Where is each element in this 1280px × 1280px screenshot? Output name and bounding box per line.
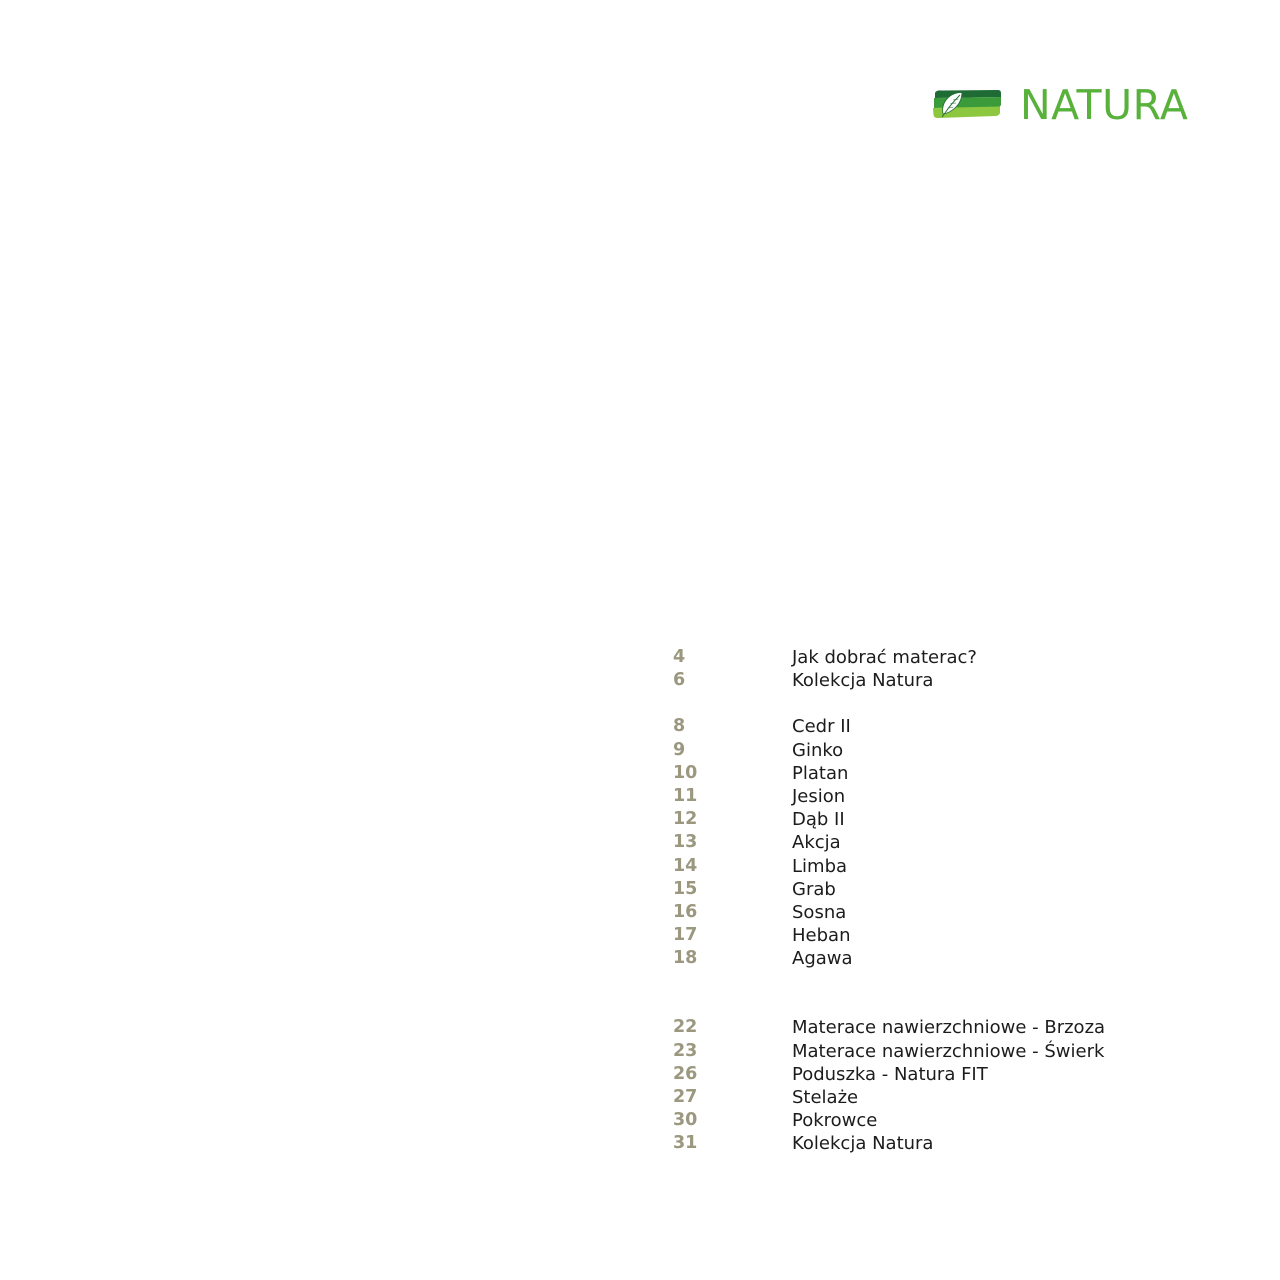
toc-row[interactable] — [673, 1109, 1233, 1132]
toc-row[interactable] — [673, 1040, 1233, 1063]
page-number: 13 — [673, 832, 698, 853]
entry-title: Materace nawierzchniowe - Brzoza — [792, 1017, 1106, 1039]
page-number: 27 — [673, 1087, 698, 1107]
page-number: 18 — [673, 948, 698, 969]
table-of-contents — [673, 646, 1233, 1156]
page-number: 22 — [673, 1017, 698, 1038]
entry-title: Agawa — [792, 948, 853, 970]
entry-title: Jesion — [792, 785, 846, 807]
section-spacer — [673, 970, 1233, 1016]
page-number: 14 — [673, 855, 698, 876]
toc-row[interactable] — [673, 924, 1233, 947]
page-number: 17 — [673, 925, 698, 946]
leaf-icon — [932, 89, 1002, 121]
page-number: 16 — [673, 901, 698, 922]
entry-title: Platan — [792, 762, 849, 784]
entry-title: Cedr II — [792, 716, 851, 738]
entry-title: Dąb II — [792, 809, 845, 831]
page-number: 30 — [673, 1110, 698, 1131]
toc-row[interactable] — [673, 1016, 1233, 1039]
page-number: 8 — [673, 716, 686, 737]
page-number: 10 — [673, 762, 698, 783]
toc-row[interactable] — [673, 855, 1233, 878]
entry-title: Poduszka - Natura FIT — [792, 1063, 988, 1085]
entry-title: Pokrowce — [792, 1110, 878, 1132]
toc-row[interactable] — [673, 1063, 1233, 1086]
page-number: 9 — [673, 739, 686, 760]
entry-title: Limba — [792, 855, 848, 877]
toc-row[interactable] — [673, 1086, 1233, 1109]
entry-title: Sosna — [792, 901, 847, 923]
entry-title: Kolekcja Natura — [792, 1133, 934, 1155]
entry-title: Materace nawierzchniowe - Świerk — [792, 1040, 1105, 1062]
page-number: 31 — [673, 1133, 698, 1154]
toc-row[interactable] — [673, 762, 1233, 785]
section-spacer — [673, 692, 1233, 715]
page-number: 23 — [673, 1040, 698, 1061]
entry-title: Heban — [792, 925, 851, 947]
toc-row[interactable] — [673, 669, 1233, 692]
page-number: 4 — [673, 647, 686, 667]
page-number: 11 — [673, 785, 698, 806]
entry-title: Stelaże — [792, 1087, 859, 1108]
brand-name: NATURA — [1020, 81, 1189, 129]
entry-title: Jak dobrać materac? — [792, 647, 977, 668]
toc-row[interactable] — [673, 878, 1233, 901]
toc-row[interactable] — [673, 739, 1233, 762]
page-number: 26 — [673, 1063, 698, 1084]
page-number: 6 — [673, 670, 686, 691]
toc-row[interactable] — [673, 831, 1233, 854]
toc-row[interactable] — [673, 808, 1233, 831]
page-number: 12 — [673, 809, 698, 830]
toc-row[interactable] — [673, 1132, 1233, 1155]
entry-title: Kolekcja Natura — [792, 670, 934, 692]
toc-row[interactable] — [673, 646, 1233, 669]
toc-row[interactable] — [673, 901, 1233, 924]
entry-title: Ginko — [792, 739, 844, 761]
page-number: 15 — [673, 878, 698, 899]
entry-title: Akcja — [792, 832, 841, 854]
toc-row[interactable] — [673, 785, 1233, 808]
toc-row[interactable] — [673, 715, 1233, 738]
entry-title: Grab — [792, 878, 836, 900]
toc-row[interactable] — [673, 947, 1233, 970]
brand-logo — [932, 80, 1188, 130]
